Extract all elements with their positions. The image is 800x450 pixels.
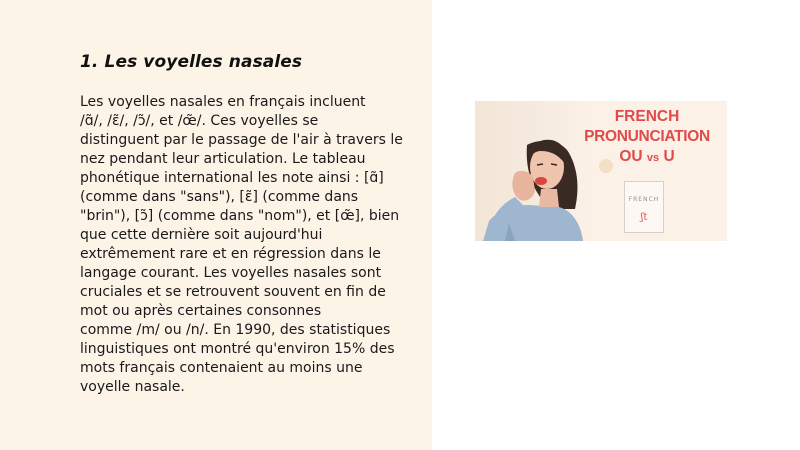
section-heading: 1. Les voyelles nasales — [80, 52, 303, 72]
thumbnail-title-ou: OU — [619, 148, 643, 165]
thumbnail-title — [574, 107, 720, 168]
thumbnail-title-line1: FRENCH — [614, 108, 680, 125]
section-body-text: Les voyelles nasales en français incluent /ɑ̃/, /ɛ̃/, /ɔ̃/, et /œ̃/. Ces voyelles se distinguent par le passage de l'air à travers le nez pendant leur articulation. Le tableau phonétique international les note ainsi : [ɑ̃] (comme dans "sans"), [ɛ̃] (comme dans "brin"), [ɔ̃] (comme dans "nom"), et [œ̃], bien que cette dernière soit aujourd'hui extrêmement rare et en régression dans le langage courant. Les voyelles nasales sont cruciales et se retrouvent souvent en fin de mot ou après certaines consonnes comme /m/ ou /n/. En 1990, des statistiques linguistiques ont montré qu'environ 15% des mots français contenaient au moins une voyelle nasale. — [80, 94, 403, 395]
thumbnail-title-vs: vs — [646, 152, 660, 164]
channel-logo-mark: ʃt — [640, 212, 648, 223]
thumbnail-title-line2: PRONUNCIATION — [584, 128, 710, 145]
thumbnail-title-line3 — [574, 147, 720, 168]
video-thumbnail-image — [475, 101, 727, 241]
channel-logo-text: FRENCH — [628, 196, 660, 203]
thumbnail-title-u: U — [663, 148, 675, 165]
channel-logo — [624, 181, 664, 233]
